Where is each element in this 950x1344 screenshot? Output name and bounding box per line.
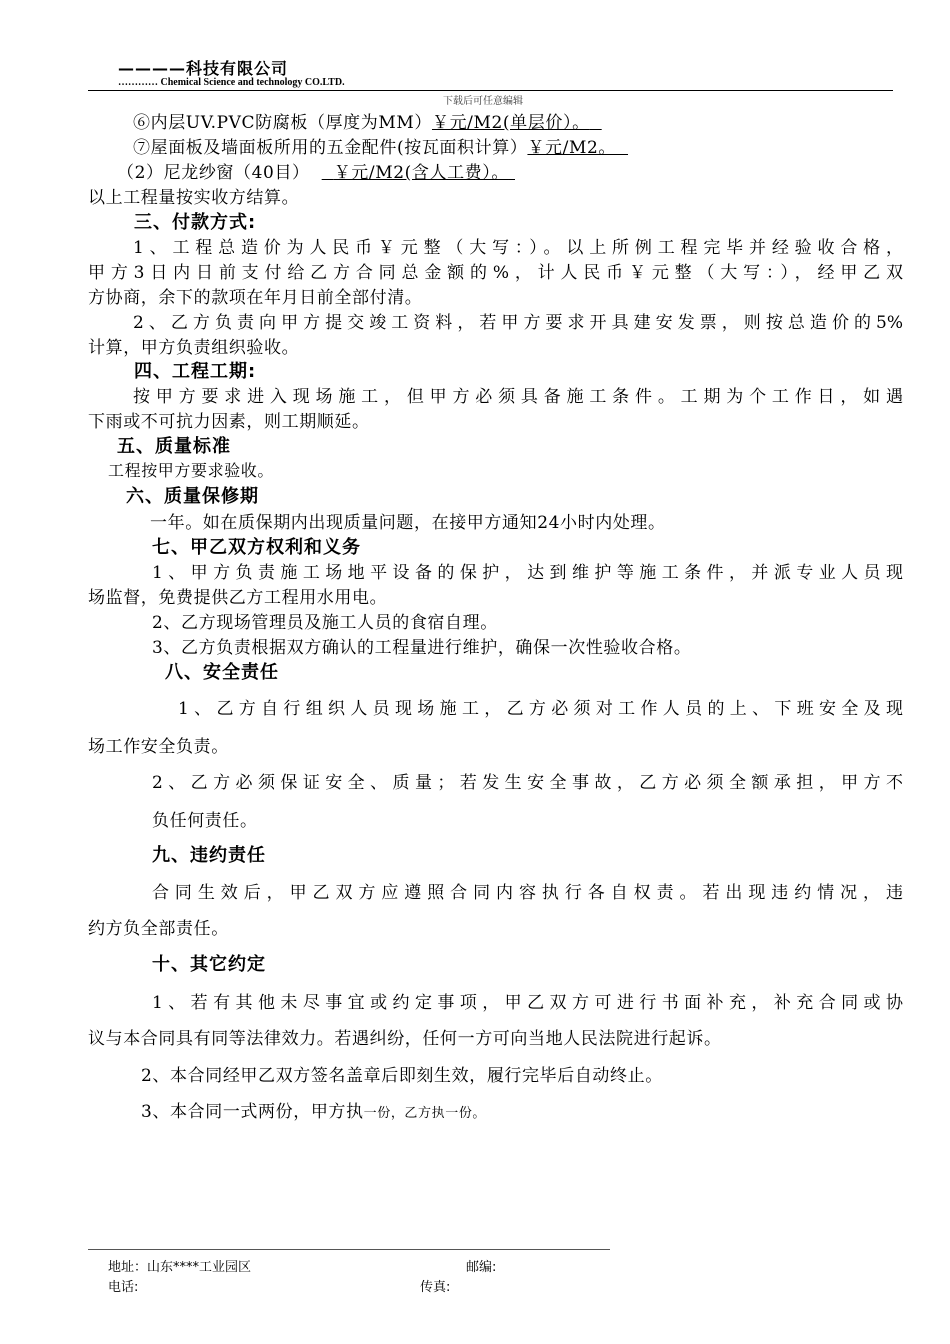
item-2-price: ￥元/M2(含人工费）。 bbox=[333, 163, 509, 183]
s3-p2-line1: 2、乙方负责向甲方提交竣工资料，若甲方要求开具建安发票，则按总造价的5% bbox=[133, 313, 903, 333]
section-3-title: 三、付款方式: bbox=[134, 212, 257, 233]
address-value: 山东****工业园区 bbox=[147, 1260, 252, 1275]
s3-p1-line3: 方协商，余下的款项在年月日前全部付清。 bbox=[88, 288, 423, 308]
s9-line2: 约方负全部责任。 bbox=[88, 919, 229, 939]
s4-line2: 下雨或不可抗力因素，则工期顺延。 bbox=[88, 412, 370, 432]
s8-p1-line2: 场工作安全负责。 bbox=[88, 737, 229, 757]
footer-postcode-label: 邮编: bbox=[466, 1260, 497, 1275]
s9-line1: 合同生效后，甲乙双方应遵照合同内容执行各自权责。若出现违约情况，违 bbox=[152, 883, 903, 903]
section-10-title: 十、其它约定 bbox=[152, 954, 266, 975]
item-2-text: （2）尼龙纱窗（40目） bbox=[117, 163, 310, 183]
footer-phone-label: 电话: bbox=[108, 1280, 139, 1295]
item-7-text: ⑦屋面板及墙面板所用的五金配件(按瓦面积计算） bbox=[133, 138, 528, 158]
s3-p2-line2: 计算，甲方负责组织验收。 bbox=[88, 338, 300, 358]
s10-p3-main: 3、本合同一式两份，甲方执 bbox=[141, 1102, 364, 1122]
s7-p1-line1: 1、甲方负责施工场地平设备的保护，达到维护等施工条件，并派专业人员现 bbox=[152, 563, 903, 583]
s8-p1-line1: 1、乙方自行组织人员现场施工，乙方必须对工作人员的上、下班安全及现 bbox=[178, 699, 903, 719]
company-name: ————科技有限公司 bbox=[118, 59, 289, 78]
section-6-title: 六、质量保修期 bbox=[126, 486, 259, 507]
s10-p3 bbox=[141, 1097, 486, 1122]
section-5-title: 五、质量标准 bbox=[117, 436, 231, 457]
s10-p1-line2: 议与本合同具有同等法律效力。若遇纠纷，任何一方可向当地人民法院进行起诉。 bbox=[88, 1029, 722, 1049]
s6-line1: 一年。如在质保期内出现质量问题，在接甲方通知24小时内处理。 bbox=[150, 513, 666, 533]
s3-p1-line2: 甲方3日内日前支付给乙方合同总金额的%，计人民币￥元整（大写：），经甲乙双 bbox=[88, 263, 903, 283]
footer-address bbox=[108, 1256, 251, 1275]
section-9-title: 九、违约责任 bbox=[152, 845, 266, 866]
address-label: 地址： bbox=[108, 1260, 148, 1275]
footer-rule bbox=[88, 1249, 610, 1250]
s7-p1-line2: 场监督，免费提供乙方工程用水用电。 bbox=[88, 588, 388, 608]
footer-fax-label: 传真: bbox=[420, 1280, 451, 1295]
item-7-price: ￥元/M2。 bbox=[527, 138, 616, 158]
s4-line1: 按甲方要求进入现场施工，但甲方必须具备施工条件。工期为个工作日，如遇 bbox=[133, 387, 903, 407]
section-8-title: 八、安全责任 bbox=[165, 662, 279, 683]
item-7 bbox=[133, 133, 628, 158]
item-6-text: ⑥内层UV.PVC防腐板（厚度为MM） bbox=[133, 113, 432, 133]
section-7-title: 七、甲乙双方权利和义务 bbox=[152, 537, 361, 558]
item-6 bbox=[133, 108, 602, 133]
s10-p3-small: 一份，乙方执一份。 bbox=[363, 1106, 487, 1121]
s7-p2: 2、乙方现场管理员及施工人员的食宿自理。 bbox=[152, 613, 498, 633]
settlement-note: 以上工程量按实收方结算。 bbox=[88, 188, 300, 208]
item-2-screen bbox=[117, 158, 515, 183]
s3-p1-line1: 1、工程总造价为人民币￥元整（大写：）。以上所例工程完毕并经验收合格， bbox=[133, 238, 903, 258]
s10-p1-line1: 1、若有其他未尽事宜或约定事项，甲乙双方可进行书面补充，补充合同或协 bbox=[152, 993, 903, 1013]
section-4-title: 四、工程工期: bbox=[134, 361, 257, 382]
s7-p3: 3、乙方负责根据双方确认的工程量进行维护，确保一次性验收合格。 bbox=[152, 638, 692, 658]
item-6-price: ￥元/M2(单层价）。 bbox=[431, 113, 590, 133]
header-rule bbox=[88, 90, 893, 91]
download-note: 下载后可任意编辑 bbox=[443, 96, 523, 107]
company-english-name: ………… Chemical Science and technology CO.LTD. bbox=[118, 77, 345, 88]
s10-p2: 2、本合同经甲乙双方签名盖章后即刻生效，履行完毕后自动终止。 bbox=[141, 1066, 663, 1086]
s8-p2-line2: 负任何责任。 bbox=[152, 811, 258, 831]
s8-p2-line1: 2、乙方必须保证安全、质量；若发生安全事故，乙方必须全额承担，甲方不 bbox=[152, 773, 903, 793]
s5-line1: 工程按甲方要求验收。 bbox=[108, 461, 275, 480]
